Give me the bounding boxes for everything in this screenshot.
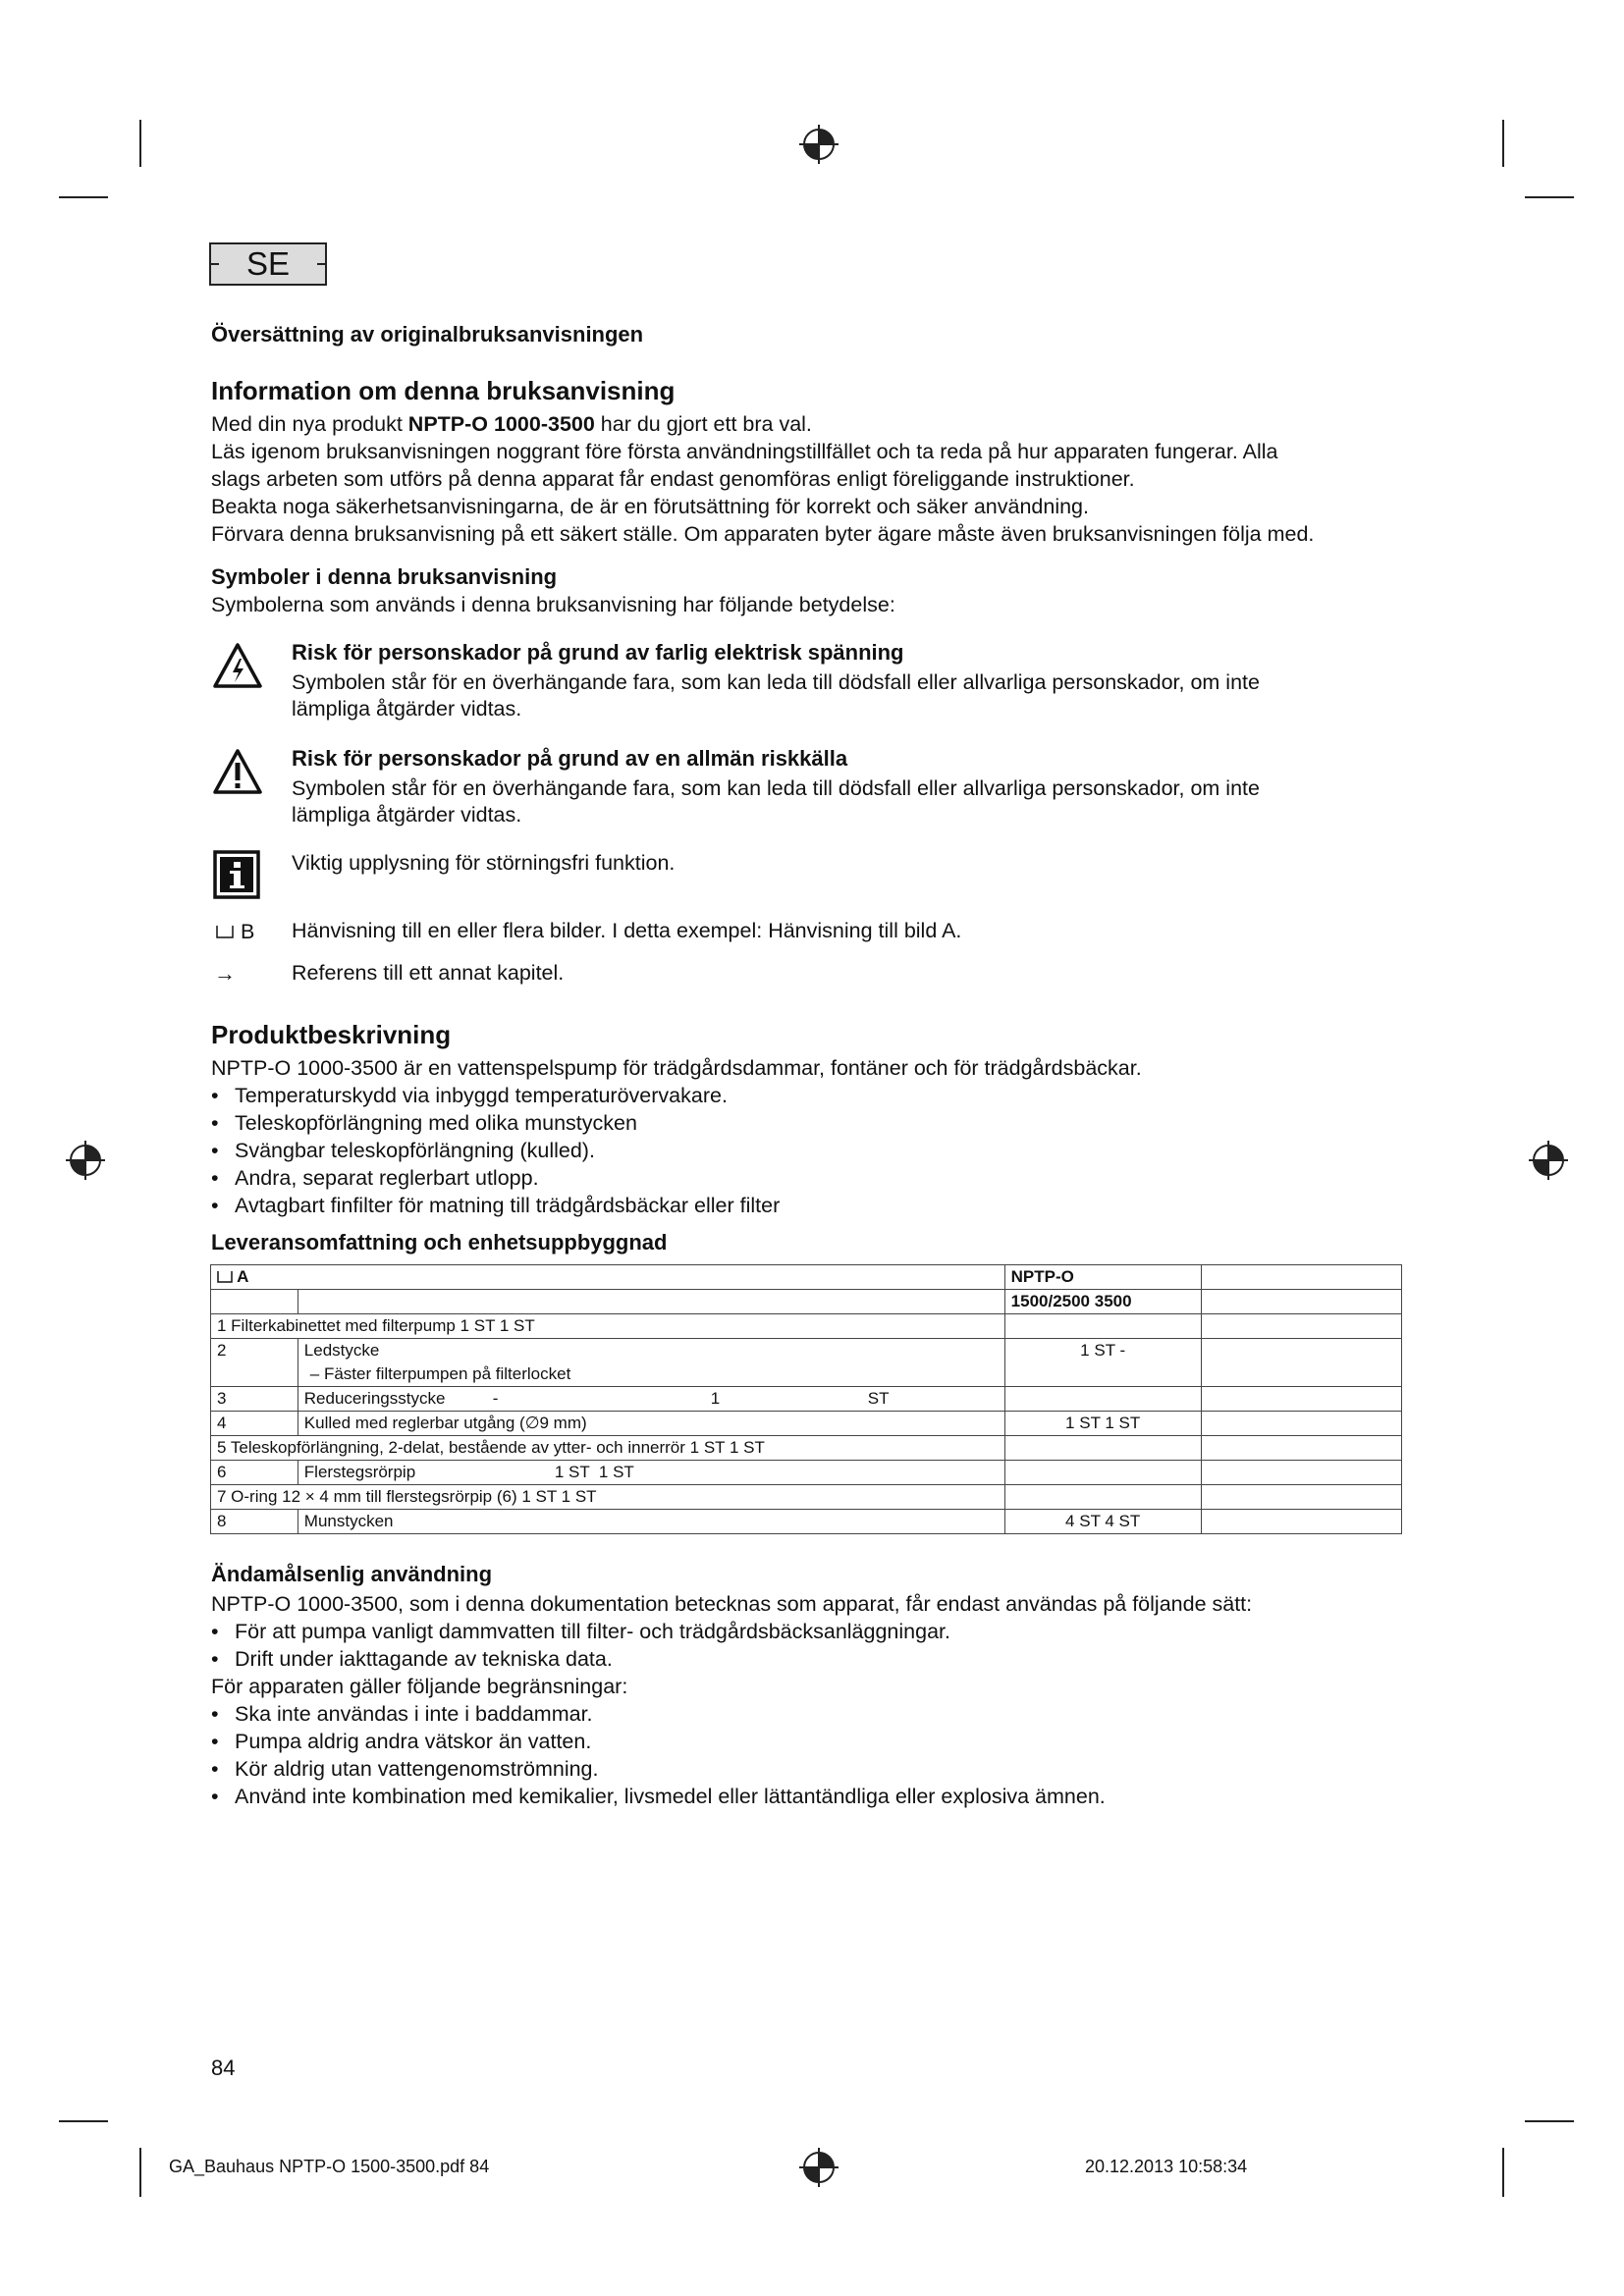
product-name: NPTP-O 1000-3500 [407,412,595,436]
info-symbol-text: Viktig upplysning för störningsfri funktion. [292,851,676,875]
info-heading: Information om denna bruksanvisning [211,376,676,405]
row-sub: – Fäster filterpumpen på filterlocket [309,1364,571,1383]
figure-ref-icon [217,1270,233,1283]
usage-limits-intro: För apparaten gäller följande begränsningar: [211,1675,628,1698]
list-item-text: Använd inte kombination med kemikalier, livsmedel eller lättantändliga eller explosiva ämnen. [235,1785,1106,1808]
registration-mark-icon [1527,1139,1570,1182]
info-line-2: Läs igenom bruksanvisningen noggrant före första användningstillfället och ta reda på hur apparaten fungerar. Alla [211,440,1278,463]
figure-ref-label: B [240,920,255,943]
table-cell: Kulled med reglerbar utgång (∅9 mm) [298,1412,1004,1436]
table-cell: 3 [211,1387,298,1412]
language-badge: SE [209,242,327,286]
list-item: • Avtagbart finfilter för matning till trädgårdsbäckar eller filter [211,1194,781,1217]
footer-file: GA_Bauhaus NPTP-O 1500-3500.pdf 84 [169,2157,490,2176]
general-warning-title: Risk för personskador på grund av en allmän riskkälla [292,746,848,771]
table-cell: 6 [211,1461,298,1485]
info-line-5: Förvara denna bruksanvisning på ett säkert ställe. Om apparaten byter ägare måste även bruksanvisningen följa med. [211,522,1315,546]
list-item-text: Avtagbart finfilter för matning till trädgårdsbäckar eller filter [235,1194,781,1217]
list-item-text: Andra, separat reglerbart utlopp. [235,1166,539,1190]
electric-warning-title: Risk för personskador på grund av farlig elektrisk spänning [292,640,904,665]
scope-table [210,1264,1402,1534]
table-cell: 4 ST 4 ST [1004,1510,1201,1534]
table-row [211,1510,1402,1534]
table-cell: 8 [211,1510,298,1534]
table-cell [1004,1485,1201,1510]
table-row [211,1436,1402,1461]
crop-mark [139,120,141,167]
table-cell: 4 [211,1412,298,1436]
info-line-3: slags arbeten som utförs på denna apparat får endast genomföras enligt föreliggande instruktioner. [211,467,1135,491]
info-line-1 [211,410,812,438]
table-row [211,1461,1402,1485]
table-row [211,1265,1402,1290]
list-item-text: Pumpa aldrig andra vätskor än vatten. [235,1730,592,1753]
list-item: • Pumpa aldrig andra vätskor än vatten. [211,1730,592,1753]
figure-ref-text: Hänvisning till en eller flera bilder. I detta exempel: Hänvisning till bild A. [292,919,962,942]
table-cell [298,1339,1004,1387]
general-warning-text-1: Symbolen står för en överhängande fara, som kan leda till dödsfall eller allvarliga personskador, om inte [292,776,1260,800]
crop-mark [59,196,108,198]
registration-mark-icon [64,1139,107,1182]
list-item: • Drift under iakttagande av tekniska data. [211,1647,613,1671]
table-cell: 5 Teleskopförlängning, 2-delat, bestående av ytter- och innerrör 1 ST 1 ST [211,1436,1005,1461]
table-cell [1004,1387,1201,1412]
row-desc: Ledstycke [303,1341,380,1360]
table-cell: 1500/2500 3500 [1004,1290,1201,1314]
product-heading: Produktbeskrivning [211,1020,452,1049]
list-item-text: Temperaturskydd via inbyggd temperaturövervakare. [235,1084,728,1107]
table-cell: 1 ST 1 ST [1004,1412,1201,1436]
table-cell [1004,1314,1201,1339]
crop-mark [1502,120,1504,167]
page-number: 84 [211,2056,236,2080]
electric-warning-text-1: Symbolen står för en överhängande fara, som kan leda till dödsfall eller allvarliga personskador, om inte [292,670,1260,694]
table-cell [1201,1339,1401,1387]
table-row [211,1314,1402,1339]
arrow-icon: → [214,961,236,986]
table-row [211,1412,1402,1436]
table-cell [298,1290,1004,1314]
list-item: • Andra, separat reglerbart utlopp. [211,1166,539,1190]
list-item: • Temperaturskydd via inbyggd temperaturövervakare. [211,1084,728,1107]
list-item-text: För att pumpa vanligt dammvatten till filter- och trädgårdsbäcksanläggningar. [235,1620,950,1643]
table-cell: 2 [211,1339,298,1387]
list-item-text: Teleskopförlängning med olika munstycken [235,1111,637,1135]
crop-mark [1525,2120,1574,2122]
figure-ref-icon [215,924,235,939]
table-cell: 7 O-ring 12 × 4 mm till flerstegsrörpip (6) 1 ST 1 ST [211,1485,1005,1510]
table-cell [1201,1436,1401,1461]
electric-warning-icon [212,642,263,689]
table-cell: NPTP-O [1004,1265,1201,1290]
row-st: ST [867,1389,890,1408]
list-item-text: Drift under iakttagande av tekniska data. [235,1647,613,1671]
list-item-text: Svängbar teleskopförlängning (kulled). [235,1139,595,1162]
translation-title: Översättning av originalbruksanvisningen [211,322,644,347]
table-cell [1201,1485,1401,1510]
table-cell [1004,1461,1201,1485]
symbols-intro: Symbolerna som används i denna bruksanvisning har följande betydelse: [211,593,895,616]
usage-heading: Ändamålsenlig användning [211,1562,493,1586]
table-cell [211,1290,298,1314]
list-item: • Ska inte användas i inte i baddammar. [211,1702,593,1726]
info-line-1-post: har du gjort ett bra val. [594,412,812,436]
row-dash: - [492,1389,499,1408]
table-cell [1201,1290,1401,1314]
list-item: • Teleskopförlängning med olika munstycken [211,1111,637,1135]
crop-mark [59,2120,108,2122]
row-desc: Reduceringsstycke [303,1389,446,1408]
table-row [211,1387,1402,1412]
table-row [211,1339,1402,1387]
table-row [211,1485,1402,1510]
figure-ref-symbol [215,920,254,944]
general-warning-text-2: lämpliga åtgärder vidtas. [292,803,522,827]
info-icon [213,850,260,899]
footer-datetime: 20.12.2013 10:58:34 [1085,2157,1248,2176]
row-one: 1 [710,1389,721,1408]
table-cell: 1 ST - [1004,1339,1201,1387]
arrow-ref-text: Referens till ett annat kapitel. [292,961,565,985]
registration-mark-icon [797,2146,840,2189]
table-cell [1201,1461,1401,1485]
figure-label: A [237,1267,249,1286]
crop-mark [1502,2148,1504,2197]
table-cell: 1 Filterkabinettet med filterpump 1 ST 1 ST [211,1314,1005,1339]
table-cell: Flerstegsrörpip 1 ST 1 ST [298,1461,1004,1485]
info-line-4: Beakta noga säkerhetsanvisningarna, de är en förutsättning för korrekt och säker användning. [211,495,1089,518]
list-item: • Använd inte kombination med kemikalier, livsmedel eller lättantändliga eller explosiva ämnen. [211,1785,1106,1808]
table-cell [211,1265,1005,1290]
list-item-text: Ska inte användas i inte i baddammar. [235,1702,593,1726]
registration-mark-icon [797,123,840,166]
general-warning-icon [212,748,263,795]
table-row [211,1290,1402,1314]
list-item: • Svängbar teleskopförlängning (kulled). [211,1139,595,1162]
symbols-heading: Symboler i denna bruksanvisning [211,564,558,589]
table-cell [1004,1436,1201,1461]
info-line-1-pre: Med din nya produkt [211,412,408,436]
table-cell [1201,1314,1401,1339]
product-intro: NPTP-O 1000-3500 är en vattenspelspump för trädgårdsdammar, fontäner och för trädgårdsbäckar. [211,1056,1142,1080]
crop-mark [139,2148,141,2197]
table-cell [1201,1412,1401,1436]
table-cell [298,1387,1004,1412]
scope-heading: Leveransomfattning och enhetsuppbyggnad [211,1230,668,1255]
table-cell [1201,1387,1401,1412]
list-item-text: Kör aldrig utan vattengenomströmning. [235,1757,599,1781]
list-item: • Kör aldrig utan vattengenomströmning. [211,1757,599,1781]
usage-intro: NPTP-O 1000-3500, som i denna dokumentation betecknas som apparat, får endast användas på följande sätt: [211,1592,1253,1616]
table-cell [1201,1265,1401,1290]
table-cell: Munstycken [298,1510,1004,1534]
crop-mark [1525,196,1574,198]
table-cell [1201,1510,1401,1534]
list-item: • För att pumpa vanligt dammvatten till filter- och trädgårdsbäcksanläggningar. [211,1620,950,1643]
electric-warning-text-2: lämpliga åtgärder vidtas. [292,697,522,721]
